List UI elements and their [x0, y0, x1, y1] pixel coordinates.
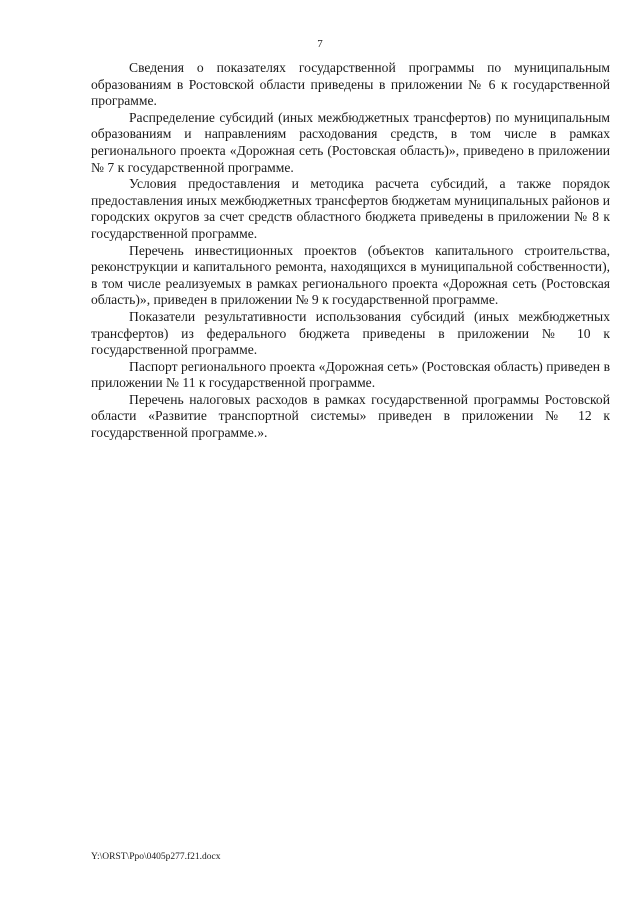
paragraph-project-passport-appendix-11: Паспорт регионального проекта «Дорожная сеть» (Ростовская область) приведен в приложении № 11 к государственной программе.: [91, 358, 610, 391]
document-body: [91, 60, 610, 442]
paragraph-investment-projects-appendix-9: Перечень инвестиционных проектов (объектов капитального строительства, реконструкции и капитального ремонта, находящихся в муниципальной собственности), в том числе реализуемых в рамках регионального проекта «Дорожная сеть (Ростовская область)», приведен в приложении № 9 к государственной программе.: [91, 242, 610, 308]
paragraph-indicators-appendix-6: Сведения о показателях государственной программы по муниципальным образованиям в Ростовской области приведены в приложении № 6 к государственной программе.: [91, 60, 610, 109]
page-number: 7: [317, 38, 323, 50]
footer-file-path: Y:\ORST\Ppo\0405p277.f21.docx: [91, 852, 221, 862]
paragraph-subsidy-conditions-appendix-8: Условия предоставления и методика расчета субсидий, а также порядок предоставления иных межбюджетных трансфертов бюджетам муниципальных районов и городских округов за счет средств областного бюджета приведены в приложении № 8 к государственной программе.: [91, 176, 610, 241]
paragraph-tax-expenditures-appendix-12: Перечень налоговых расходов в рамках государственной программы Ростовской области «Развитие транспортной системы» приведен в приложении № 12 к государственной программе.».: [91, 391, 610, 441]
paragraph-performance-indicators-appendix-10: Показатели результативности использования субсидий (иных межбюджетных трансфертов) из федерального бюджета приведены в приложении № 10 к государственной программе.: [91, 308, 610, 358]
paragraph-subsidy-distribution-appendix-7: Распределение субсидий (иных межбюджетных трансфертов) по муниципальным образованиям и направлениям расходования средств, в том числе в рамках регионального проекта «Дорожная сеть (Ростовская область)», приведено в приложении № 7 к государственной программе.: [91, 109, 610, 175]
